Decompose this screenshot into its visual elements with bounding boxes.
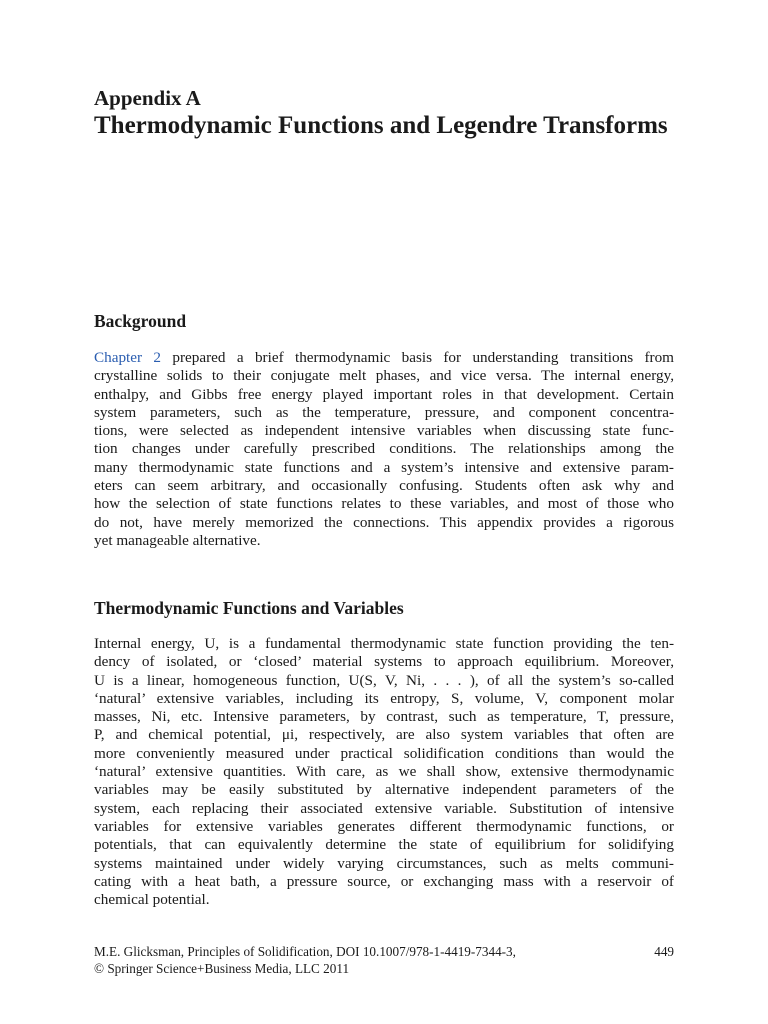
section-heading-background: Background	[94, 311, 187, 331]
text-line: dency of isolated, or ‘closed’ material systems to approach equilibrium. Moreover,	[94, 653, 674, 671]
text-line: P, and chemical potential, μi, respectively, are also system variables that often are	[94, 726, 674, 744]
text-line: system parameters, such as the temperature, pressure, and component concentra-	[94, 403, 674, 421]
text-line: ‘natural’ extensive variables, including its entropy, S, volume, V, component molar	[94, 689, 674, 707]
text-line: more conveniently measured under practical solidification conditions than would the	[94, 744, 674, 762]
text-line: chemical potential.	[94, 891, 210, 909]
text-line: U is a linear, homogeneous function, U(S, V, Ni, . . . ), of all the system’s so-called	[94, 671, 674, 689]
text-line: yet manageable alternative.	[94, 531, 261, 549]
text-line: systems maintained under widely varying circumstances, such as melts communi-	[94, 854, 674, 872]
text-line: eters can seem arbitrary, and occasionally confusing. Students often ask why and	[94, 477, 674, 495]
paragraph-functions	[94, 635, 674, 909]
text-line: enthalpy, and Gibbs free energy played important roles in that development. Certain	[94, 385, 674, 403]
text-line: system, each replacing their associated extensive variable. Substitution of intensive	[94, 799, 674, 817]
chapter-2-link[interactable]: Chapter 2	[94, 349, 162, 366]
page-footer	[94, 943, 674, 977]
text-line-remainder: prepared a brief thermodynamic basis for understanding transitions from	[161, 349, 674, 366]
text-line	[94, 349, 674, 367]
text-line: potentials, that can equivalently determine the state of equilibrium for solidifying	[94, 836, 674, 854]
page-number: 449	[654, 944, 674, 959]
text-line: tion changes under carefully prescribed conditions. The relationships among the	[94, 440, 674, 458]
copyright-line: © Springer Science+Business Media, LLC 2011	[94, 961, 350, 976]
text-line: crystalline solids to their conjugate melt phases, and vice versa. The internal energy,	[94, 367, 674, 385]
text-line: Internal energy, U, is a fundamental thermodynamic state function providing the ten-	[94, 635, 674, 652]
section-heading-functions: Thermodynamic Functions and Variables	[94, 598, 404, 618]
text-line: variables for extensive variables generates different thermodynamic functions, or	[94, 817, 674, 835]
text-line: many thermodynamic state functions and a system’s intensive and extensive param-	[94, 458, 674, 476]
text-line: tions, were selected as independent intensive variables when discussing state func-	[94, 422, 674, 440]
text-line: variables may be easily substituted by alternative independent parameters of the	[94, 781, 674, 799]
paragraph-background	[94, 349, 674, 550]
text-line: cating with a heat bath, a pressure source, or exchanging mass with a reservoir of	[94, 872, 674, 890]
text-line: masses, Ni, etc. Intensive parameters, by contrast, such as temperature, T, pressure,	[94, 708, 674, 726]
appendix-label: Appendix A	[94, 86, 201, 110]
text-line: do not, have merely memorized the connections. This appendix provides a rigorous	[94, 513, 674, 531]
text-line: how the selection of state functions relates to these variables, and most of those who	[94, 495, 674, 513]
citation-line: M.E. Glicksman, Principles of Solidification, DOI 10.1007/978-1-4419-7344-3,	[94, 944, 516, 959]
chapter-title: Thermodynamic Functions and Legendre Transforms	[94, 112, 668, 139]
text-line: ‘natural’ extensive quantities. With care, as we shall show, extensive thermodynamic	[94, 763, 674, 781]
